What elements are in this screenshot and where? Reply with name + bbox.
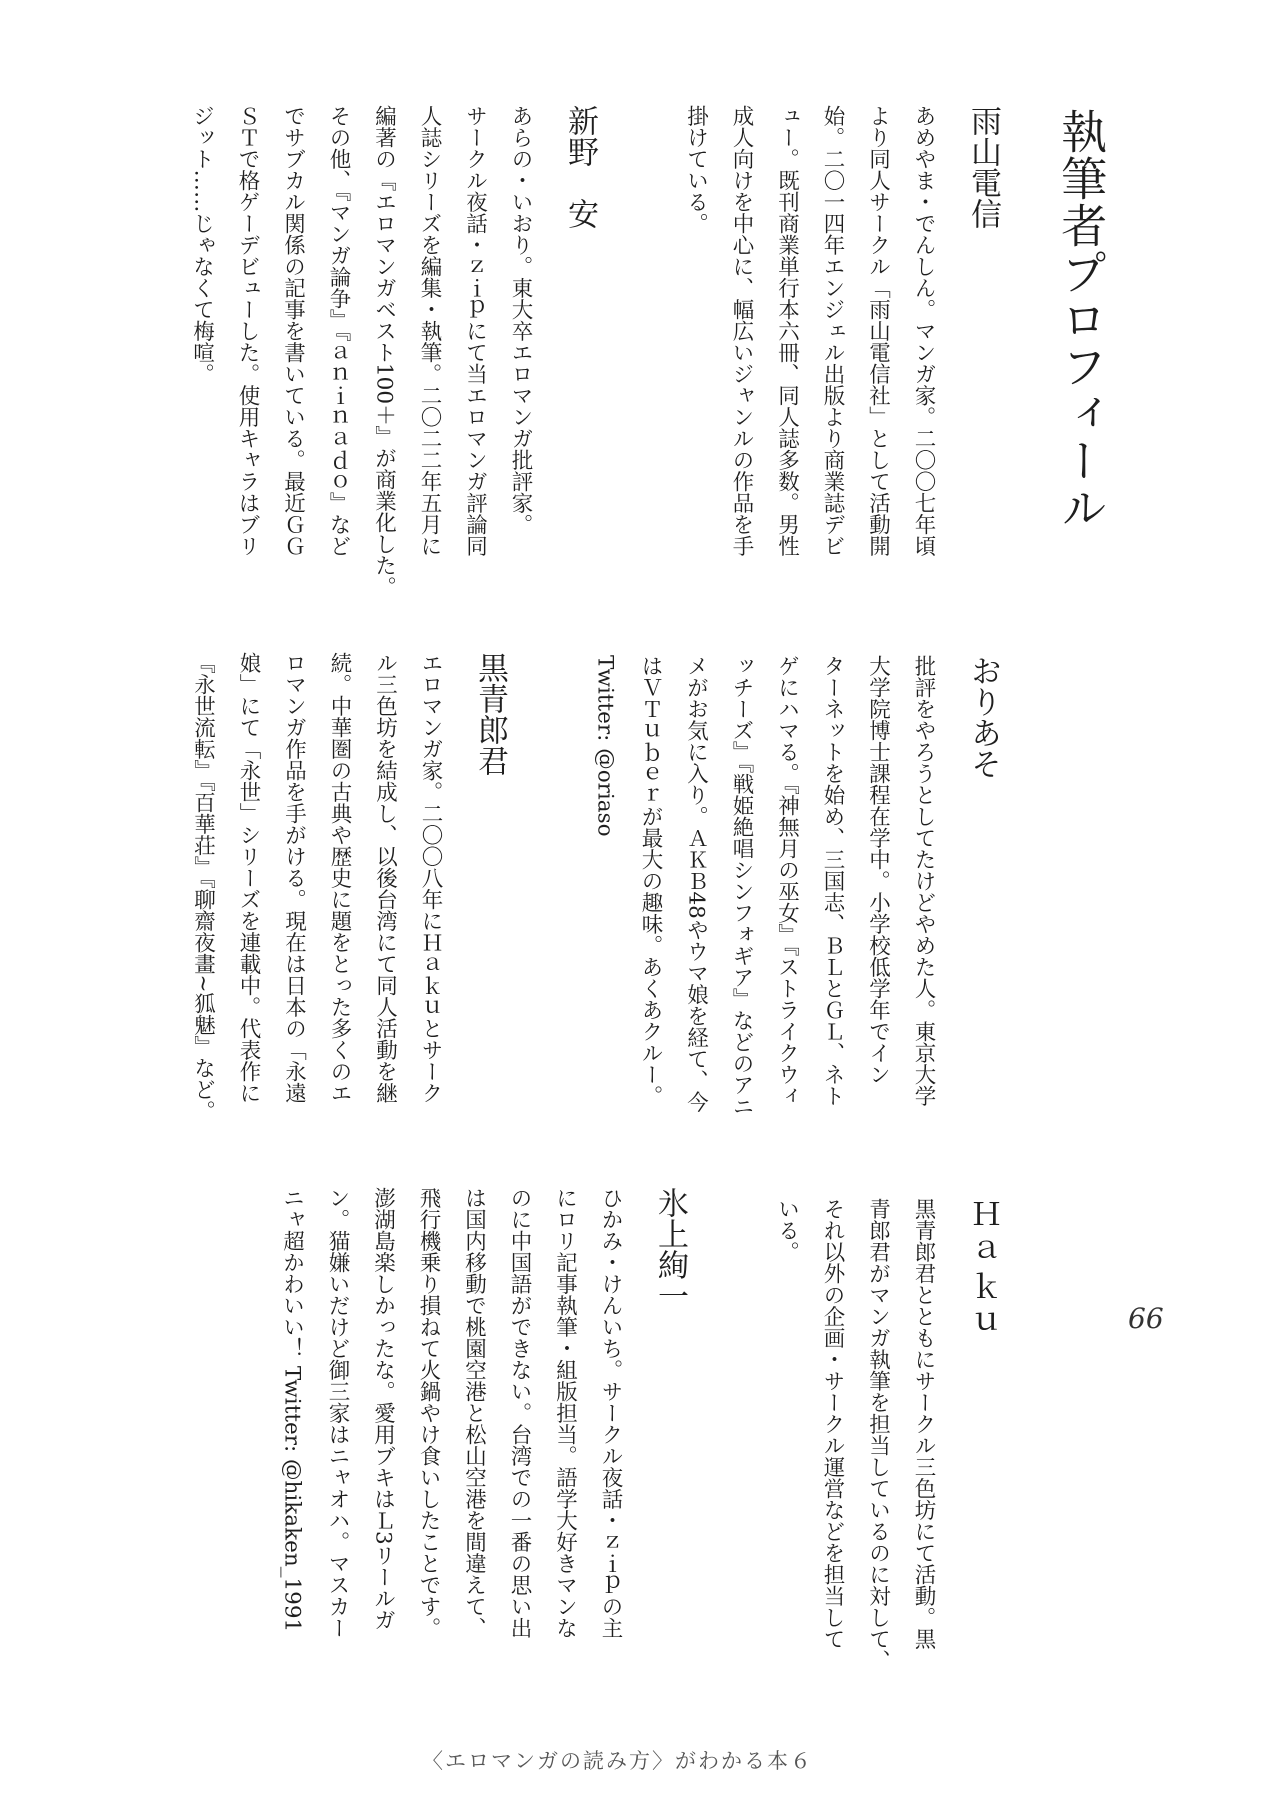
profile-text-line: いる。 — [774, 1198, 800, 1263]
profile-text-line: エロマンガ家。二〇〇八年にＨａｋｕとサーク — [418, 652, 443, 1104]
profile-text-line: Twitter: @oriaso — [592, 655, 618, 837]
running-footer: 〈エロマンガの読み方〉がわかる本６ — [422, 1749, 813, 1773]
profile-text-line: 始。二〇一四年エンジェル出版より商業誌デビ — [820, 105, 845, 557]
profile-text-line: 大学院博士課程在学中。小学校低学年でイン — [865, 655, 891, 1085]
profile-text-line: 批評をやろうとしてたけどやめた人。東京大学 — [911, 655, 936, 1107]
profile-text-line: サークル夜話・ｚｉｐにて当エロマンガ評論同 — [462, 105, 488, 557]
profile-text-line: のに中国語ができない。台湾での一番の思い出 — [507, 1187, 532, 1639]
profile-text-line: ル三色坊を結成し、以後台湾にて同人活動を継 — [372, 652, 398, 1104]
profile-haku — [764, 1198, 1006, 1671]
profile-text-line: より同人サークル「雨山電信社」として活動開 — [865, 105, 891, 557]
profile-text-line: ターネットを始め、三国志、ＢＬとＧＬ、ネト — [820, 655, 845, 1107]
profile-text-line: ン。猫嫌いだけど御三家はニャオハ。マスカー — [325, 1187, 350, 1639]
page-title: 執筆者プロフィール — [1054, 108, 1109, 531]
profile-text-line: は国内移動で桃園空港と松山空港を間違えて、 — [461, 1187, 487, 1639]
profile-text-line: ジット……じゃなくて梅喧。 — [189, 105, 215, 385]
profile-text-line: 娘」にて「永世」シリーズを連載中。代表作に — [236, 652, 261, 1104]
profile-text-line: ュー。既刊商業単行本六冊、同人誌多数。男性 — [774, 105, 800, 557]
profile-text-line: 青郎君がマンガ執筆を担当しているのに対して、 — [865, 1198, 891, 1671]
profile-text-line: にロリ記事執筆・組版担当。語学大好きマンな — [552, 1187, 578, 1639]
profile-text-line: ＳＴで格ゲーデビューした。使用キャラはブリ — [235, 105, 260, 557]
profile-hikami — [269, 1187, 693, 1639]
profile-text-line: ッチーズ』『戦姫絶唱シンフォギア』などのアニ — [729, 655, 754, 1118]
profile-name: おりあそ — [965, 655, 1001, 779]
profile-text-line: 人誌シリーズを編集・執筆。二〇二二年五月に — [417, 105, 442, 557]
profile-name: 新野 安 — [562, 105, 598, 229]
profile-text-line: 飛行機乗り損ねて火鍋やけ食いしたことです。 — [416, 1187, 441, 1639]
profile-name: 氷上絢一 — [652, 1187, 688, 1311]
profile-text-line: あらの・いおり。東大卒エロマンガ批評家。 — [508, 105, 533, 535]
page-number: 66 — [1128, 1302, 1164, 1335]
profile-text-line: ひかみ・けんいち。サークル夜話・ｚｉｐの主 — [598, 1187, 623, 1639]
profile-text-line: 成人向けを中心に、幅広いジャンルの作品を手 — [729, 105, 754, 557]
profile-text-line: その他、『マンガ論争』『ａｎｉｎａｄｏ』など — [326, 105, 351, 557]
profile-kokuseirokun — [180, 652, 513, 1122]
profile-name: Ｈａｋｕ — [965, 1198, 1001, 1342]
profile-text-line: 『永世流転』『百華荘』『聊齋夜畫~狐魅』など。 — [190, 652, 216, 1122]
profile-text-line: でサブカル関係の記事を書いている。最近ＧＧ — [280, 105, 306, 557]
profile-text-line: 掛けている。 — [683, 105, 709, 234]
profile-text-line: 黒青郎君とともにサークル三色坊にて活動。黒 — [911, 1198, 936, 1650]
profile-text-line: メがお気に入り。ＡＫＢ48やウマ娘を経て、今 — [683, 655, 709, 1113]
profile-text-line: ゲにハマる。『神無月の巫女』『ストライクウィ — [774, 655, 800, 1107]
profile-text-line: 続。中華圏の古典や歴史に題をとった多くのエ — [327, 652, 352, 1104]
profile-text-line: 編著の『エロマンガベスト100＋』が商業化した。 — [371, 105, 397, 598]
profile-text-line: それ以外の企画・サークル運営などを担当して — [820, 1198, 845, 1650]
profile-text-line: ニャ超かわいい！ Twitter: @hikaken_1991 — [279, 1187, 305, 1633]
profile-amayama — [673, 105, 1006, 557]
profile-text-line: 澎湖島楽しかったな。愛用ブキはＬ3リールガ — [370, 1187, 396, 1631]
profile-text-line: あめやま・でんしん。マンガ家。二〇〇七年頃 — [911, 105, 936, 557]
profile-name: 雨山電信 — [965, 105, 1001, 229]
profile-text-line: はＶＴｕｂｅｒが最大の趣味。あくあクルー。 — [638, 655, 663, 1107]
profile-text-line: ロマンガ作品を手がける。現在は日本の「永遠 — [281, 652, 307, 1104]
profile-arano — [179, 105, 603, 598]
profile-oriaso — [582, 655, 1006, 1117]
profile-name: 黒青郎君 — [472, 652, 508, 776]
